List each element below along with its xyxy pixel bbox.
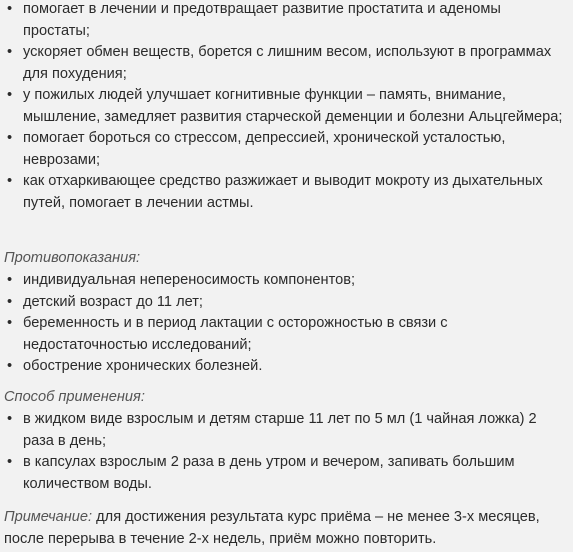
list-item xyxy=(4,313,567,356)
list-item-text: помогает в лечении и предотвращает развитие простатита и аденомы простаты; xyxy=(23,1,501,39)
list-item xyxy=(4,409,567,452)
note-label: Примечание: xyxy=(4,509,93,525)
list-item xyxy=(4,452,567,495)
list-item xyxy=(4,42,567,85)
list-item xyxy=(4,356,567,378)
bullet: • xyxy=(7,315,13,331)
list-item-text: у пожилых людей улучшает когнитивные функции – память, внимание, мышление, замедляет развития старческой деменции и болезни Альцгеймера; xyxy=(23,87,563,125)
list-item-text: в жидком виде взрослым и детям старше 11 лет по 5 мл (1 чайная ложка) 2 раза в день; xyxy=(23,411,537,449)
bullet: • xyxy=(7,454,13,470)
list-item xyxy=(4,0,567,42)
list-item-text: детский возраст до 11 лет; xyxy=(23,293,203,310)
list-item xyxy=(4,270,567,292)
usage-list xyxy=(4,409,567,495)
list-item xyxy=(4,292,567,314)
usage-heading: Способ применения: xyxy=(4,389,145,405)
bullet: • xyxy=(7,173,13,189)
list-item-text: беременность и в период лактации с осторожностью в связи с недостаточностью исследований; xyxy=(23,315,448,353)
bullet: • xyxy=(7,44,13,60)
effects-list xyxy=(4,0,567,214)
list-item-text: как отхаркивающее средство разжижает и выводит мокроту из дыхательных путей, помогает в лечении астмы. xyxy=(23,173,543,211)
contraindications-list xyxy=(4,270,567,378)
list-item-text: помогает бороться со стрессом, депрессией, хронической усталостью, неврозами; xyxy=(23,130,506,168)
list-item xyxy=(4,128,567,171)
bullet: • xyxy=(7,272,13,288)
list-item-text: обострение хронических болезней. xyxy=(23,358,263,374)
bullet: • xyxy=(7,411,13,427)
list-item-text: индивидуальная непереносимость компонентов; xyxy=(23,272,356,288)
list-item xyxy=(4,85,567,128)
bullet: • xyxy=(7,87,13,103)
list-item-text: ускоряет обмен веществ, борется с лишним весом, используют в программах для похудения; xyxy=(23,44,552,82)
bullet: • xyxy=(7,358,13,374)
note-text: для достижения результата курс приёма – не менее 3-х месяцев, после перерыва в течение 2-х недель, приём можно повторить. xyxy=(4,509,540,547)
note-paragraph xyxy=(4,507,567,550)
bullet: • xyxy=(7,130,13,146)
bullet: • xyxy=(7,293,13,310)
list-item xyxy=(4,171,567,214)
list-item-text: в капсулах взрослым 2 раза в день утром и вечером, запивать большим количеством воды. xyxy=(23,454,515,492)
contraindications-heading: Противопоказания: xyxy=(4,250,141,266)
bullet: • xyxy=(7,1,13,17)
